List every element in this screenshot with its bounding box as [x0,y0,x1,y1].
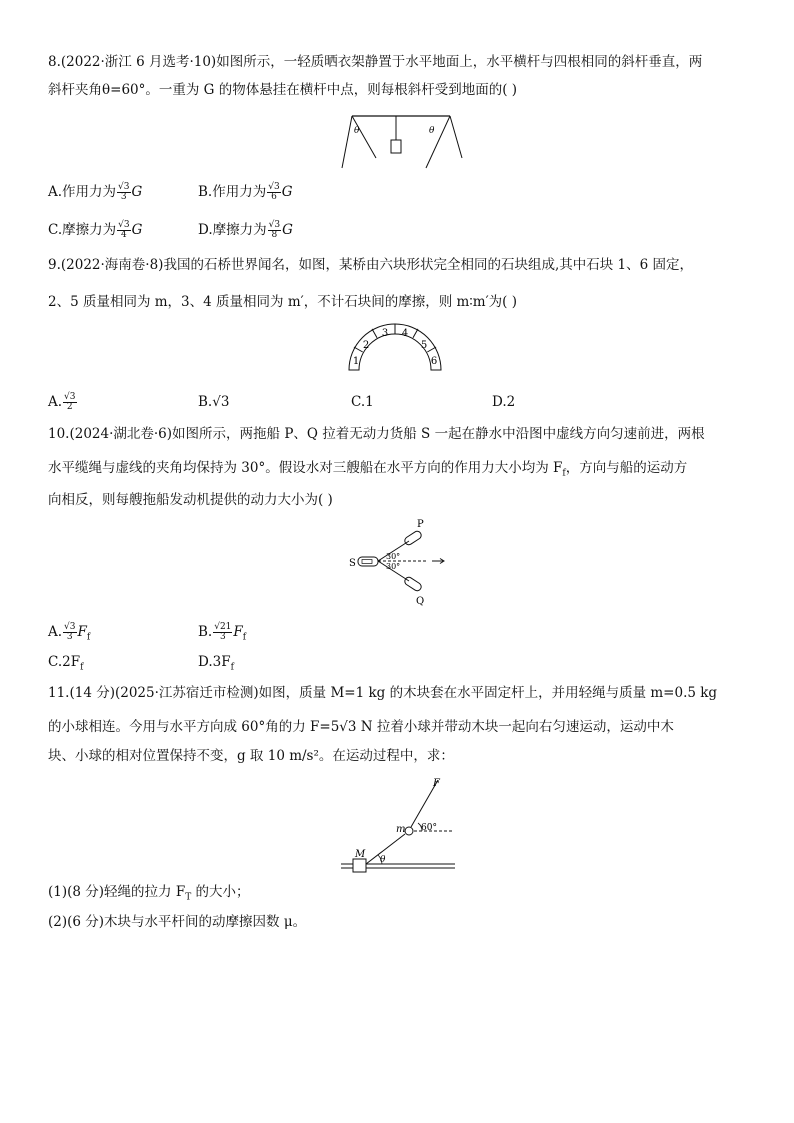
q11-label-m: m [396,824,406,835]
q10-angle-upper: 30° [386,552,401,561]
q10-stem-line2: 水平缆绳与虚线的夹角均保持为 30°。假设水对三艘船在水平方向的作用力大小均为 $F_f$，方向与船的运动方 [48,460,688,479]
q10-label-p: P [417,519,424,530]
q10-tugboats-figure [340,514,460,610]
q10-stem-line1: 10.(2024·湖北卷·6)如图所示，两拖船 P、Q 拉着无动力货船 S 一起在静水中沿图中虚线方向匀速前进，两根 [48,426,705,442]
q8-theta-right: θ [429,126,435,136]
q11-stem-line3: 块、小球的相对位置保持不变，g 取 10 m/s²。在运动过程中，求： [48,748,454,764]
q11-label-big-m: M [355,849,366,860]
q11-subquestion-2: (2)(6 分)木块与水平杆间的动摩擦因数 μ。 [48,914,307,930]
q10-option-a[interactable]: A. $\frac{√3}{3}$ $F_f$ [48,622,91,643]
q8-option-b[interactable]: B.作用力为 $\frac{√3}{6}$ G [198,182,293,202]
q9-stem-line1: 9.(2022·海南卷·8)我国的石桥世界闻名，如图，某桥由六块形状完全相同的石块组成,其中石块 1、6 固定， [48,257,693,273]
q9-block-4: 4 [401,328,409,339]
q11-block-ball-figure [338,772,458,874]
q11-label-f: F [433,778,440,789]
q9-block-6: 6 [430,356,438,367]
q10-option-b[interactable]: B. $\frac{√21}{3}$ $F_f$ [198,622,247,643]
q9-option-a[interactable]: A. $\frac{√3}{2}$ [48,392,76,412]
q8-stem-line2: 斜杆夹角θ=60°。一重为 G 的物体悬挂在横杆中点，则每根斜杆受到地面的( ) [48,82,518,98]
q8-stem-line1: 8.(2022·浙江 6 月选考·10)如图所示，一轻质晒衣架静置于水平地面上，水平横杆与四根相同的斜杆垂直，两 [48,54,703,70]
q11-subquestion-1: (1)(8 分)轻绳的拉力 $F_T$ 的大小； [48,884,250,903]
q9-stem-line2: 2、5 质量相同为 m，3、4 质量相同为 m′，不计石块间的摩擦，则 m∶m′为( ) [48,294,517,310]
q9-block-3: 3 [381,328,389,339]
q9-block-1: 1 [352,356,360,367]
q8-option-a[interactable]: A.作用力为 $\frac{√3}{3}$ G [48,182,143,202]
q10-option-c[interactable]: $C.2F_f$ [48,654,84,673]
q9-stone-bridge-figure [345,320,445,372]
q9-block-5: 5 [420,340,428,351]
q9-option-d[interactable]: D.2 [492,394,516,410]
q10-angle-lower: 30° [386,562,401,571]
q9-block-2: 2 [362,340,370,351]
q8-option-d[interactable]: D.摩擦力为 $\frac{√3}{8}$ G [198,220,293,240]
q8-option-c[interactable]: C.摩擦力为 $\frac{√3}{4}$ G [48,220,143,240]
q10-label-q: Q [416,596,425,607]
q10-option-d[interactable]: $D.3F_f$ [198,654,234,673]
q11-stem-line1: 11.(14 分)(2025·江苏宿迁市检测)如图，质量 M=1 kg 的木块套在水平固定杆上，并用轻绳与质量 m=0.5 kg [48,685,718,701]
q9-option-b[interactable]: B.√3 [198,394,230,410]
q11-theta: θ [380,855,386,865]
q10-stem-line3: 向相反，则每艘拖船发动机提供的动力大小为( ) [48,492,333,508]
q8-theta-left: θ [354,126,360,136]
q11-angle-60: 60° [421,823,437,833]
q8-drying-rack-figure [338,112,463,172]
q11-stem-line2: 的小球相连。今用与水平方向成 60°角的力 F=5√3 N 拉着小球并带动木块一起向右匀速运动，运动中木 [48,719,674,735]
q10-label-s: S [349,558,356,569]
q9-option-c[interactable]: C.1 [351,394,374,410]
